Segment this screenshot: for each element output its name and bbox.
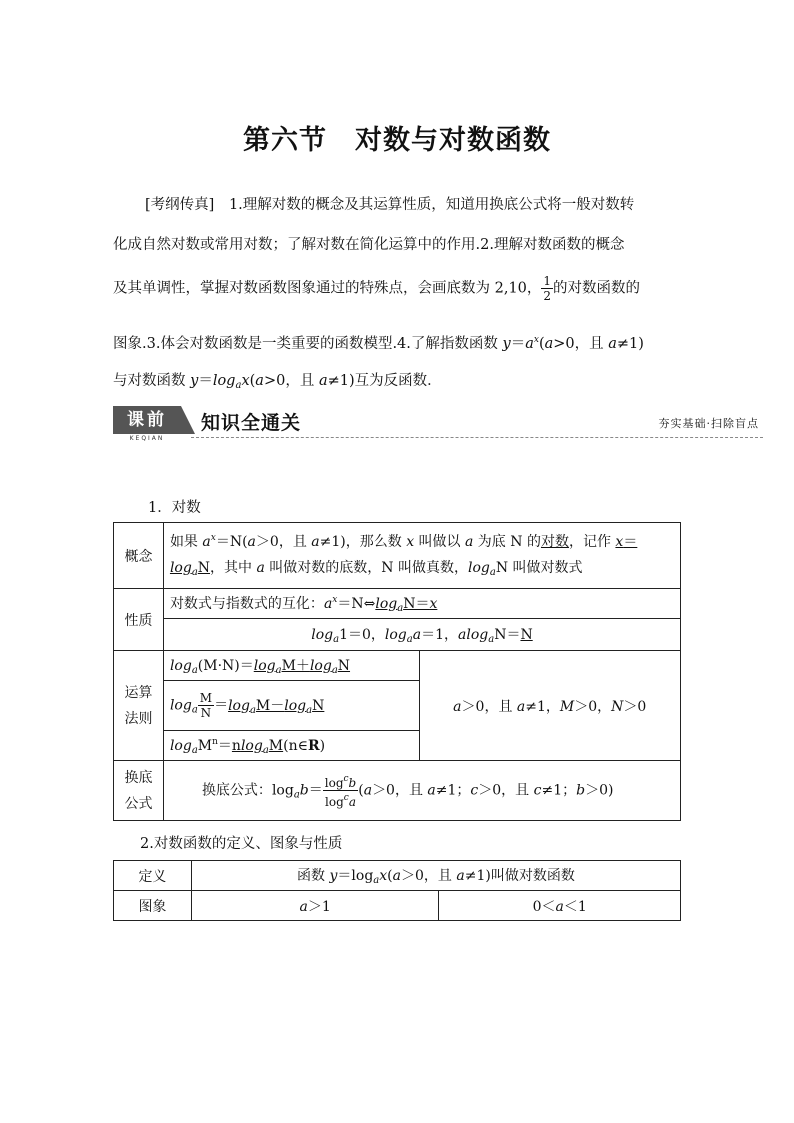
change-base-label: 换底 公式 [114, 761, 164, 821]
banner-tag: 课前 [113, 406, 181, 434]
property-label: 性质 [114, 589, 164, 651]
definition-label: 定义 [114, 861, 192, 891]
property-row-2: $\log_a1=0$，$\log_aa=1$，alog$_a$N＝N [163, 619, 680, 651]
fraction: $\frac{1}{2}$ [543, 274, 552, 303]
graph-case-a-gt-1: a＞1 [191, 891, 439, 921]
graph-label: 图象 [114, 891, 192, 921]
intro-text: 互为反函数． [354, 373, 442, 389]
change-base-formula: 换底公式：$\log_ab=$ $\frac{\log^cb}{\log^ca}$ (a＞0，且 a≠1；c＞0，且 c≠1；b＞0) [163, 761, 680, 821]
intro-line-3 [113, 274, 681, 303]
banner-notch [181, 406, 195, 434]
intro-line-2: 化成自然对数或常用对数；了解对数在简化运算中的作用.2.理解对数函数的概念 [113, 237, 625, 253]
rule-product: $\log_a(M\cdot N)=\log_aM+\log_aN$ [163, 651, 419, 681]
concept-label: 概念 [114, 523, 164, 589]
intro-text: 图象.3.体会对数函数是一类重要的函数模型.4.了解指数函数 [113, 336, 503, 352]
banner-tag-sub: KEQIAN [129, 435, 165, 442]
intro-line-5: 与对数函数 $y=\log_ax(a>0$，且 a≠1)互为反函数． [113, 373, 442, 391]
intro-text: 及其单调性，掌握对数函数图象通过的特殊点，会画底数为 2,10， [113, 280, 542, 297]
intro-text: ，且 [574, 336, 609, 352]
intro-line-1 [113, 195, 681, 215]
intro-line-4: 图象.3.体会对数函数是一类重要的函数模型.4.了解指数函数 $y=a^x(a>0$，且 a≠1) [113, 335, 644, 352]
log-function-table [113, 860, 681, 921]
rule-power: $\log_aM^n=nlog_aM(n\in R)$ [163, 731, 419, 761]
intro-text: 1.理解对数的概念及其运算性质，知道用换底公式将一般对数转 [228, 197, 635, 213]
rule-quotient: $\log_a$ $\frac{M}{N}$ $=\log_aM-\log_aN$ [163, 681, 419, 731]
rule-condition: a＞0，且 a≠1，M＞0，N＞0 [419, 651, 680, 761]
section-heading-1: 1．对数 [148, 500, 201, 516]
syllabus-tag: [考纲传真] [145, 197, 215, 213]
section-heading-2: 2.对数函数的定义、图象与性质 [140, 836, 343, 852]
operation-label: 运算 法则 [114, 651, 164, 761]
intro-text: 与对数函数 [113, 373, 191, 389]
page-title: 第六节 对数与对数函数 [243, 125, 551, 156]
intro-text: 的对数函数的 [553, 280, 641, 297]
banner-title: 知识全通关 [201, 412, 302, 434]
concept-cell: 如果 $a^x=N(a>0$，且 a≠1)，那么数 x 叫做以 a 为底 N 的对数，记作 x＝ $\log_aN$，其中 a 叫做对数的底数，N 叫做真数，$\log_aN$ 叫做对数式 [163, 523, 680, 589]
property-row-1: 对数式与指数式的互化：$a^x=N\Leftrightarrow\log_aN=x$ [163, 589, 680, 619]
banner-slogan: 夯实基础·扫除盲点 [658, 417, 759, 430]
definition-cell: 函数 $y=\log_ax(a>0$，且 a≠1)叫做对数函数 [191, 861, 680, 891]
log-table [113, 522, 681, 821]
banner-divider [191, 437, 763, 438]
section-banner [113, 406, 763, 448]
graph-case-a-lt-1: 0＜a＜1 [439, 891, 681, 921]
